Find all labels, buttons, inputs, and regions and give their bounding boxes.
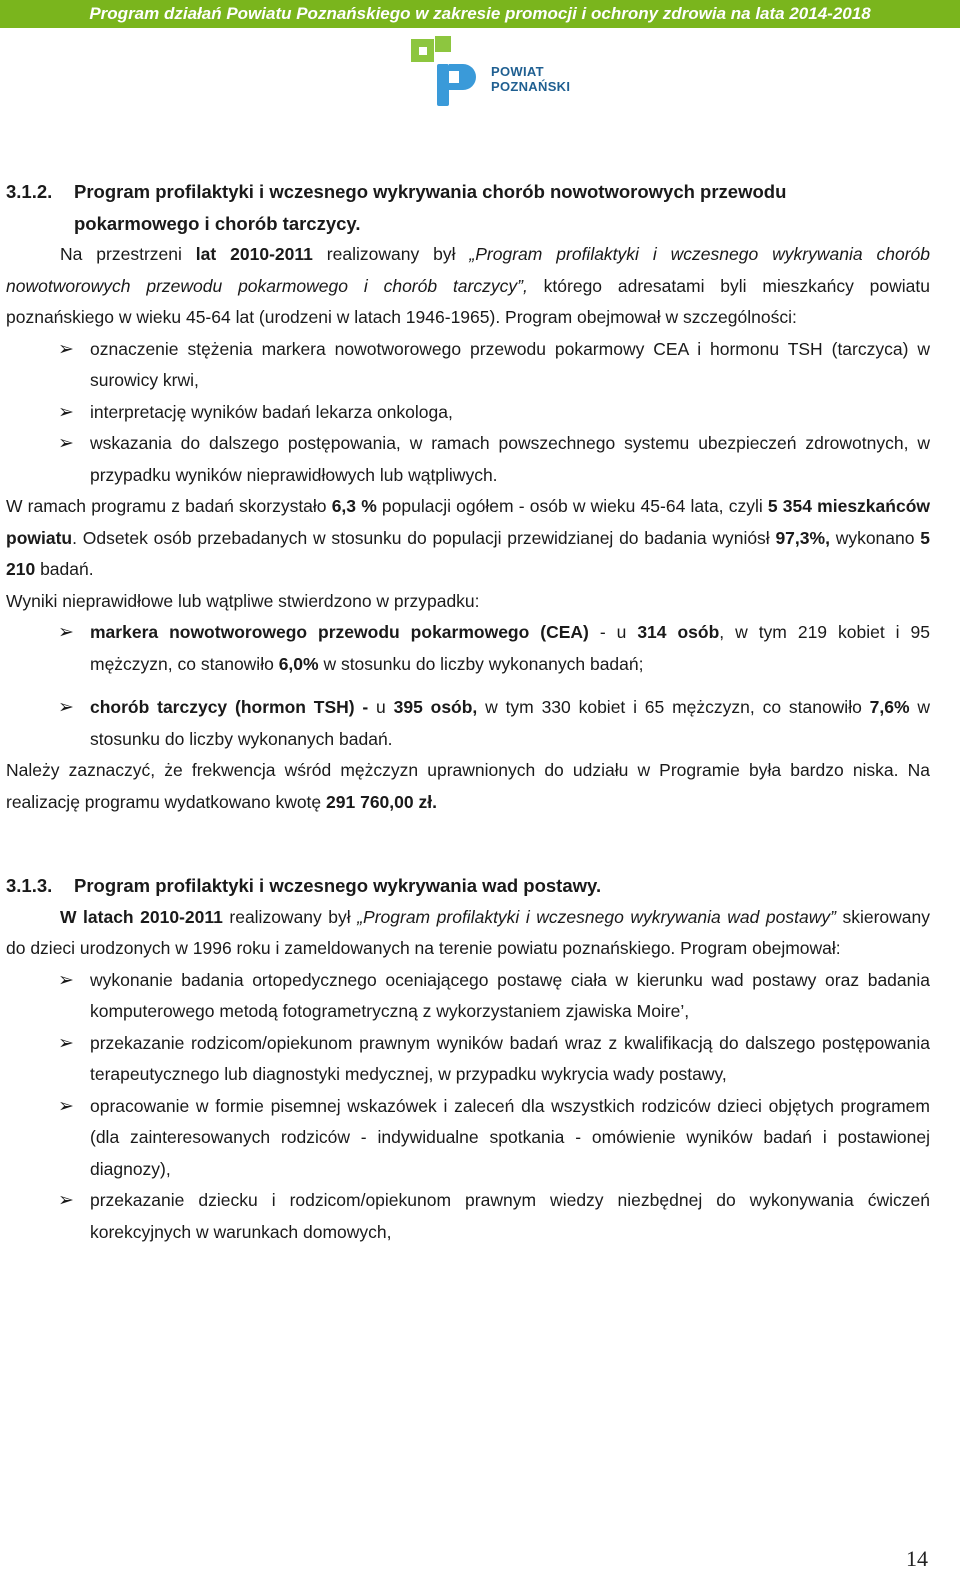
result-value: 7,6% — [869, 697, 910, 717]
section-2-intro — [6, 902, 930, 965]
program-name: „Program profilaktyki i wczesnego wykrywania wad postawy” — [357, 906, 836, 927]
section-2-bullet-list — [6, 965, 930, 1249]
header-title: Program działań Powiatu Poznańskiego w zakresie promocji i ochrony zdrowia na lata 2014-2018 — [89, 4, 871, 23]
section-1-stats — [6, 491, 930, 586]
list-item — [6, 617, 930, 680]
logo-mark-icon — [411, 36, 491, 108]
stats-value: 6,3 % — [331, 496, 377, 516]
section-number: 3.1.2. — [6, 181, 53, 202]
arrow-bullet-icon: ➢ — [58, 969, 74, 991]
page-number: 14 — [906, 1546, 928, 1571]
section-3-1-3-heading — [6, 870, 930, 902]
section-1-bullet-list — [6, 334, 930, 492]
result-value: 395 osób, — [393, 697, 478, 717]
result-label: markera nowotworowego przewodu pokarmowego (CEA) — [90, 622, 589, 642]
list-item-text: przekazanie dziecku i rodzicom/opiekunom prawnym wiedzy niezbędnej do wykonywania ćwiczeń korekcyjnych w warunkach domowych, — [90, 1190, 930, 1242]
section-1-intro — [6, 239, 930, 334]
intro-text: realizowany był — [312, 244, 470, 264]
stats-text: W ramach programu z badań skorzystało — [6, 496, 332, 516]
result-text: u — [368, 697, 394, 717]
list-item — [6, 428, 930, 491]
result-label: chorób tarczycy (hormon TSH) - — [90, 697, 369, 717]
result-value: 6,0% — [278, 653, 319, 674]
closing-text: Należy zaznaczyć, że frekwencja wśród mężczyzn uprawnionych do udziału w Programie była bardzo niska. Na realizację programu wydatkowano kwotę — [6, 760, 930, 812]
result-text: , w tym 219 kobiet i 95 mężczyzn, co stanowiło — [90, 622, 930, 674]
list-item-text: wykonanie badania ortopedycznego oceniającego postawę ciała w kierunku wad postawy oraz badania komputerowego metodą fotogrametryczną z wykorzystaniem zjawiska Moire’, — [90, 969, 930, 1021]
header-bar — [0, 0, 960, 28]
arrow-bullet-icon: ➢ — [58, 1095, 74, 1117]
result-text: w stosunku do liczby wykonanych badań; — [318, 653, 644, 674]
logo-line-2: POZNAŃSKI — [491, 79, 571, 94]
stats-value: 5 354 mieszkańców powiatu — [6, 496, 930, 548]
logo-text — [491, 64, 570, 94]
result-text: w tym 330 kobiet i 65 mężczyzn, co stanowiło — [477, 697, 870, 717]
result-value: 314 osób — [637, 622, 720, 642]
program-cost: 291 760,00 zł. — [326, 791, 437, 812]
intro-text: którego adresatami byli mieszkańcy powiatu poznańskiego w wieku 45-64 lat (urodzeni w latach 1946-1965). Program obejmował w szczególności: — [6, 275, 930, 327]
arrow-bullet-icon: ➢ — [58, 401, 74, 423]
list-item — [6, 1028, 930, 1091]
arrow-bullet-icon: ➢ — [58, 697, 74, 718]
section-title: Program profilaktyki i wczesnego wykrywania wad postawy. — [74, 875, 602, 896]
result-text: - u — [588, 622, 638, 642]
program-name: „Program profilaktyki i wczesnego wykrywania chorób nowotworowych przewodu pokarmowego i chorób tarczycy”, — [6, 244, 930, 296]
results-list — [6, 617, 930, 755]
logo-line-1: POWIAT — [491, 64, 544, 79]
list-item-text: interpretację wyników badań lekarza onkologa, — [90, 401, 453, 422]
powiat-poznanski-logo — [411, 36, 581, 108]
results-intro: Wyniki nieprawidłowe lub wątpliwe stwierdzono w przypadku: — [6, 590, 480, 611]
intro-text: skierowany do dzieci urodzonych w 1996 roku i zameldowanych na terenie powiatu poznańskiego. Program obejmował: — [6, 906, 930, 958]
intro-text: Na przestrzeni — [60, 244, 196, 264]
intro-years: W latach 2010-2011 — [60, 906, 223, 927]
arrow-bullet-icon: ➢ — [58, 622, 74, 643]
intro-years: lat 2010-2011 — [195, 244, 313, 264]
stats-value: 5 210 — [6, 527, 930, 579]
section-number: 3.1.3. — [6, 875, 53, 896]
list-item — [6, 965, 930, 1028]
list-item-text: przekazanie rodzicom/opiekunom prawnym wyników badań wraz z kwalifikacją do dalszego postępowania terapeutycznego lub diagnostyki medycznej, w przypadku wykrycia wady postawy, — [90, 1032, 930, 1084]
intro-text: realizowany był — [222, 906, 358, 927]
section-title-line-1: Program profilaktyki i wczesnego wykrywania chorób nowotworowych przewodu — [74, 181, 787, 202]
section-1-closing — [6, 755, 930, 818]
arrow-bullet-icon: ➢ — [58, 1032, 74, 1054]
list-item-text: wskazania do dalszego postępowania, w ramach powszechnego systemu ubezpieczeń zdrowotnych, w przypadku wyników nieprawidłowych lub wątpliwych. — [90, 433, 930, 485]
result-text: w stosunku do liczby wykonanych badań. — [90, 697, 930, 749]
list-item — [6, 1185, 930, 1248]
arrow-bullet-icon: ➢ — [58, 433, 74, 454]
section-title-line-2: pokarmowego i chorób tarczycy. — [74, 212, 361, 234]
document-body — [6, 176, 930, 1248]
stats-text: badań. — [35, 559, 94, 579]
stats-text: populacji ogółem - osób w wieku 45-64 lata, czyli — [376, 496, 768, 516]
stats-value: 97,3%, — [775, 527, 830, 548]
stats-text: wykonano — [829, 527, 921, 548]
list-item-text: opracowanie w formie pisemnej wskazówek i zaleceń dla wszystkich rodziców dzieci objętych programem (dla zainteresowanych rodziców - indywidualne spotkania - omówienie wyników badań i postawionej diagnozy), — [90, 1095, 930, 1179]
list-item — [6, 334, 930, 397]
arrow-bullet-icon: ➢ — [58, 338, 74, 360]
list-item — [6, 397, 930, 429]
section-3-1-2-heading — [6, 176, 930, 239]
arrow-bullet-icon: ➢ — [58, 1190, 74, 1211]
list-item-text: oznaczenie stężenia markera nowotworowego przewodu pokarmowy CEA i hormonu TSH (tarczyca) w surowicy krwi, — [90, 338, 930, 390]
list-item — [6, 692, 930, 755]
stats-text: . Odsetek osób przebadanych w stosunku do populacji przewidzianej do badania wyniósł — [72, 527, 776, 548]
list-item — [6, 1091, 930, 1186]
